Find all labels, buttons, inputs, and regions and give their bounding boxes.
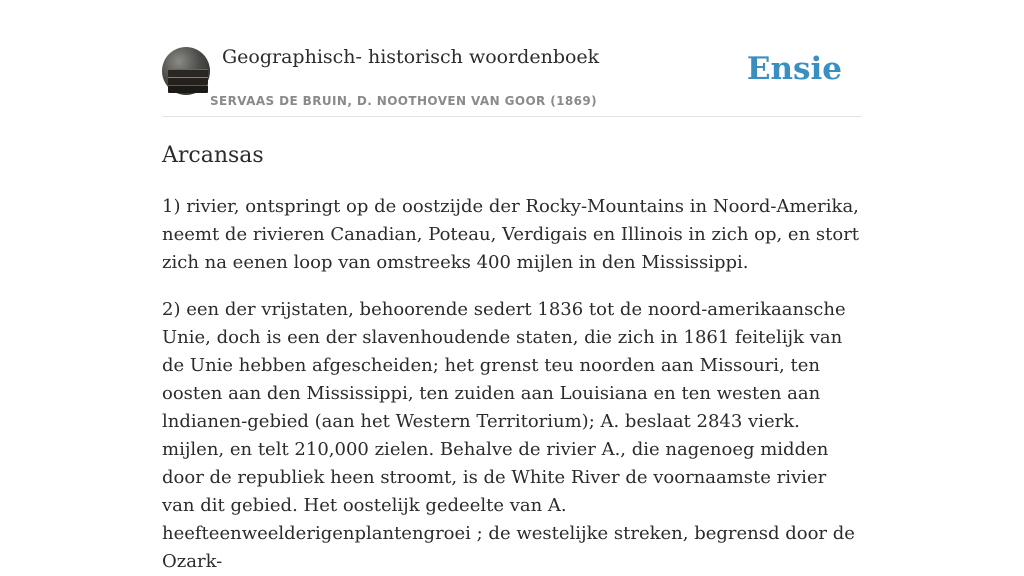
ensie-logo[interactable]: Ensie	[746, 51, 842, 87]
entry-paragraph: 2) een der vrijstaten, behoorende sedert 1836 tot de noord-amerikaansche Unie, doch is een der slavenhoudende staten, die zich in 1861 feitelijk van de Unie hebben afgescheiden; het grenst teu noorden aan Missouri, ten oosten aan den Mississippi, ten zuiden aan Louisiana en ten westen aan lndianen-gebied (aan het Western Territorium); A. beslaat 2843 vierk. mijlen, en telt 210,000 zielen. Behalve de rivier A., die nagenoeg midden door de republiek heen stroomt, is de White River de voornaamste rivier van dit gebied. Het oostelijk gedeelte van A. heefteenweelderigenplantengroei ; de westelijke streken, begrensd door de Ozark-	[162, 299, 855, 572]
book-stack-icon[interactable]	[162, 47, 210, 95]
entry-paragraph: 1) rivier, ontspringt op de oostzijde der Rocky-Mountains in Noord-Amerika, neemt de rivieren Canadian, Poteau, Verdigais en Illinois in zich op, en stort zich na eenen loop van omstreeks 400 mijlen in den Mississippi.	[162, 196, 860, 273]
entry-title: Arcansas	[162, 143, 264, 168]
book-authors: SERVAAS DE BRUIN, D. NOOTHOVEN VAN GOOR (1869)	[210, 94, 598, 108]
book-title[interactable]: Geographisch- historisch woordenboek	[222, 46, 600, 68]
content-column	[162, 0, 862, 576]
book-header	[162, 0, 862, 117]
